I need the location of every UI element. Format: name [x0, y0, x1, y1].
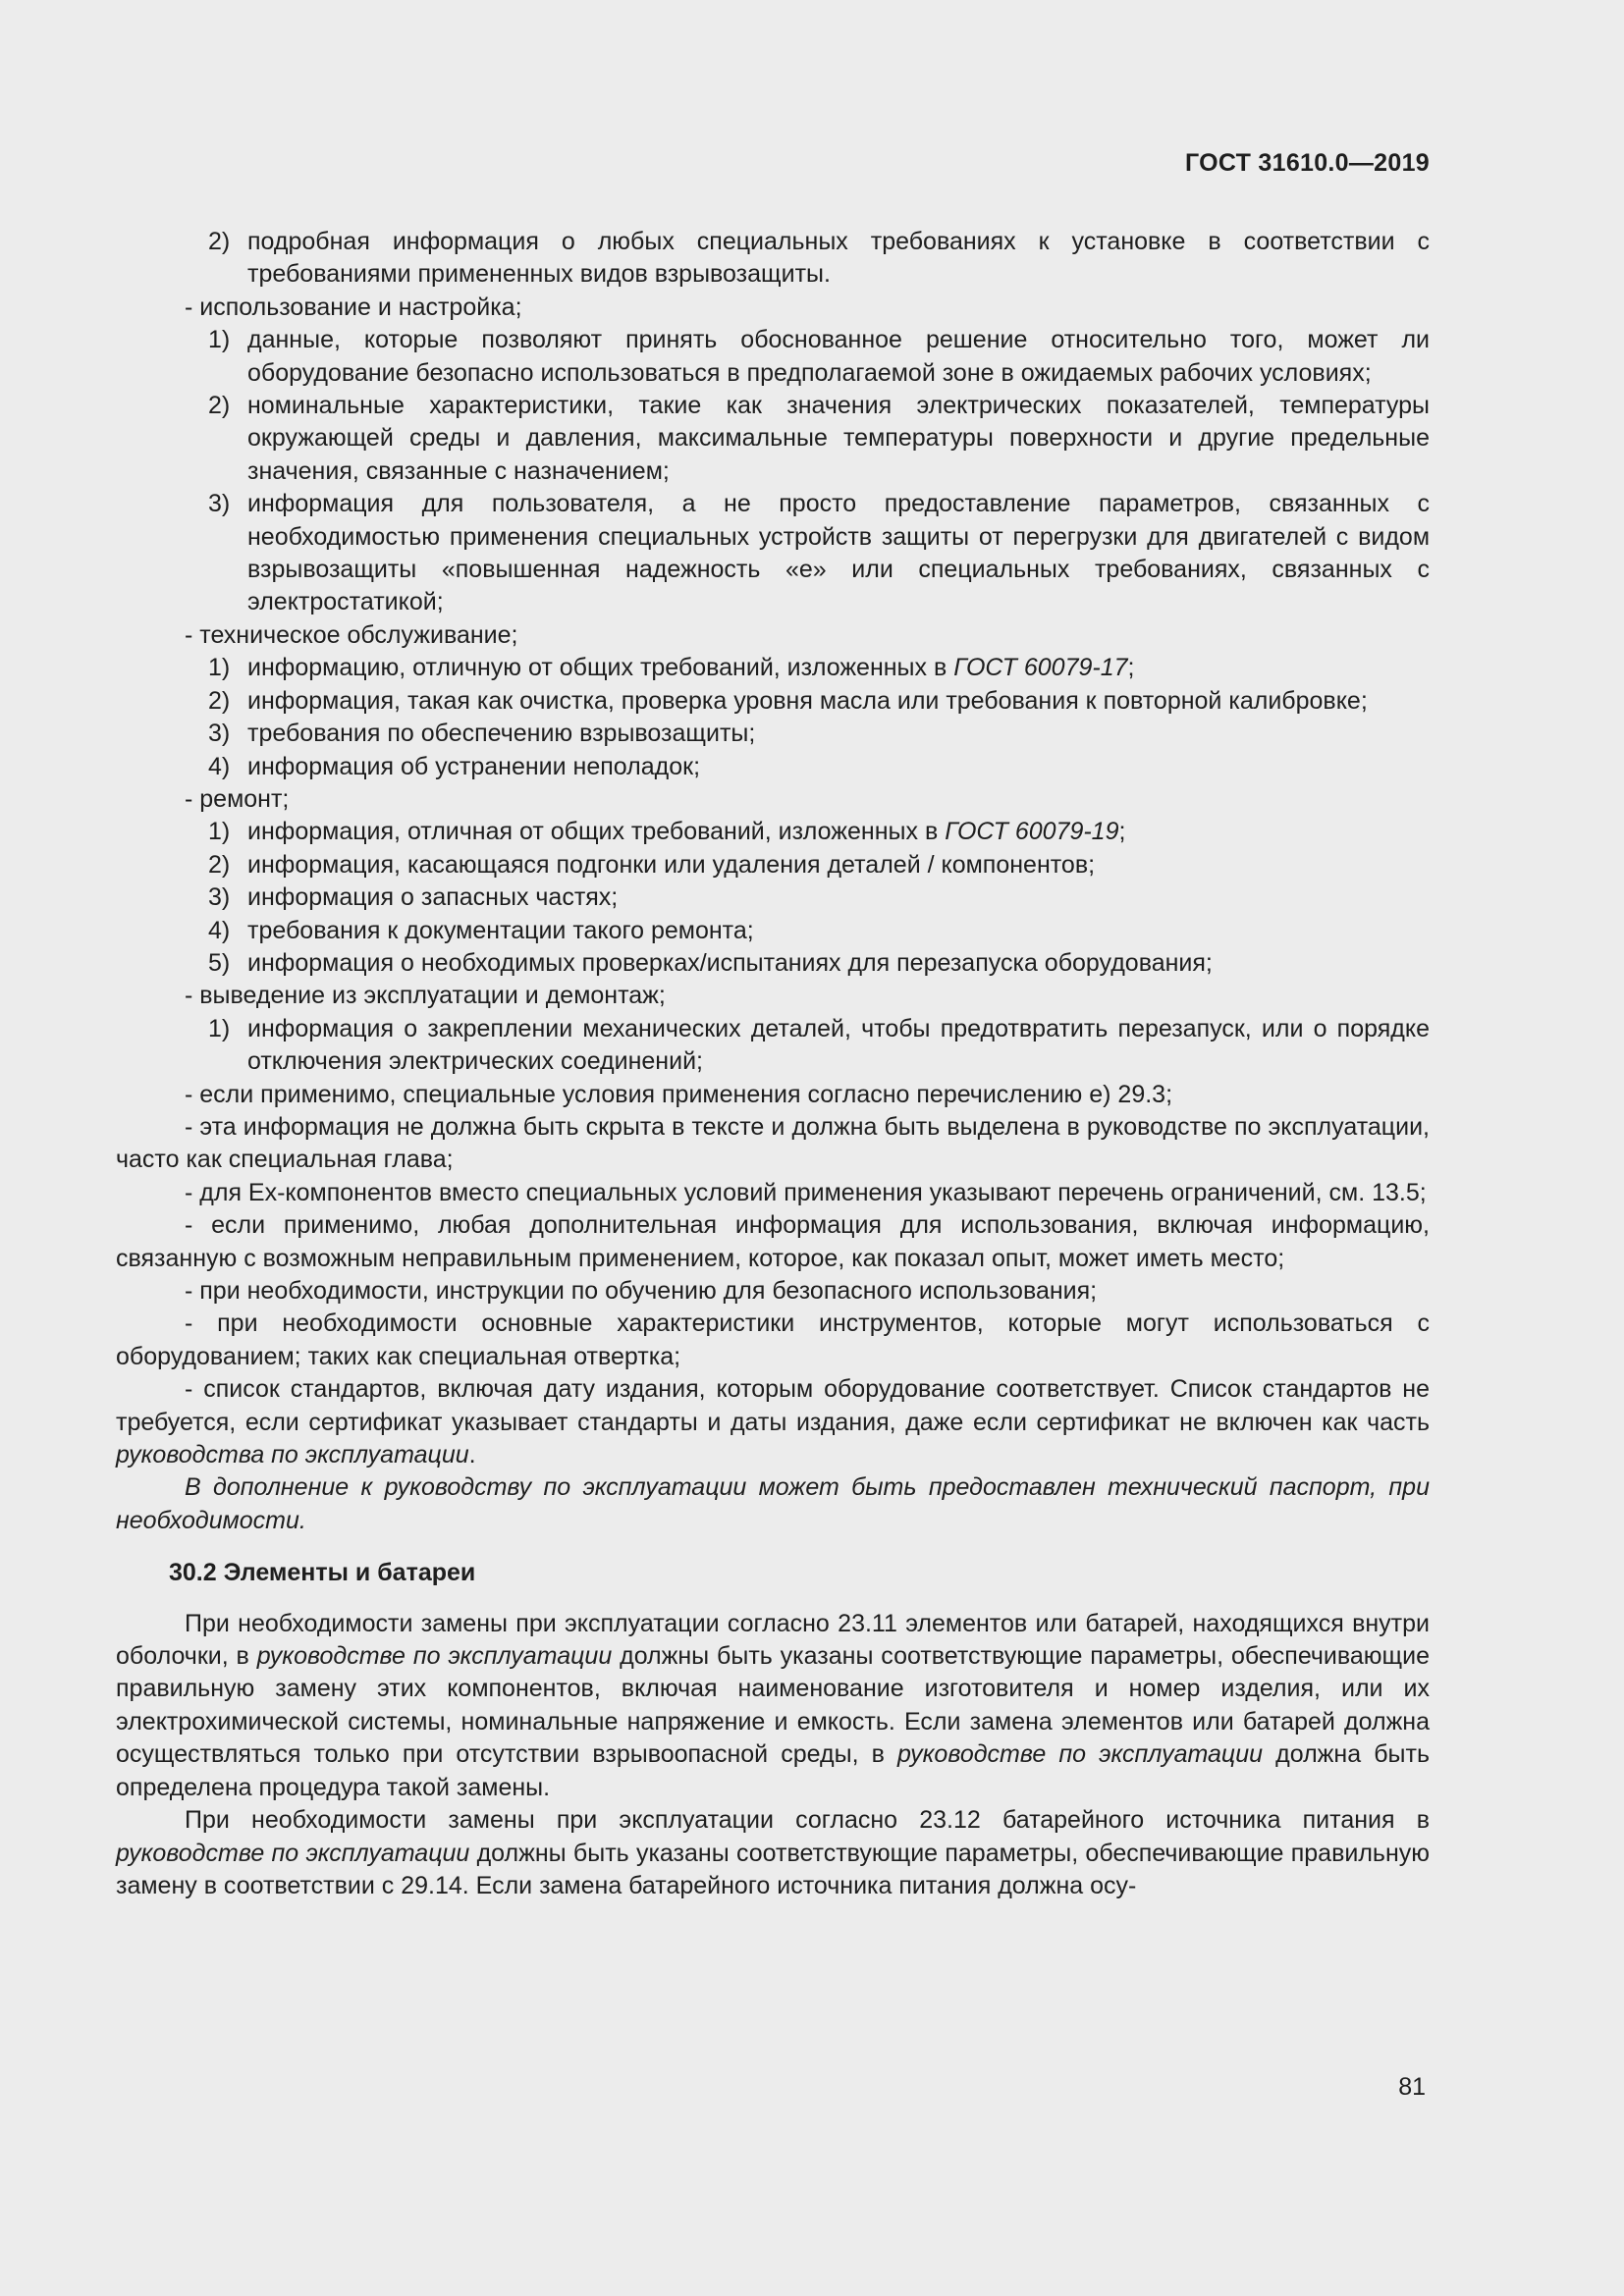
- italic-text: ГОСТ 60079-19: [945, 818, 1119, 846]
- text: информация о необходимых проверках/испытаниях для перезапуска оборудования;: [247, 948, 1213, 977]
- page-number: 81: [1398, 2073, 1426, 2101]
- numbered-item: [116, 324, 1430, 390]
- numbered-item: [116, 652, 1430, 684]
- text: - если применимо, специальные условия применения согласно перечислению е) 29.3;: [185, 1080, 1173, 1108]
- text: информацию, отличную от общих требований, изложенных в: [247, 654, 954, 682]
- italic-text: ГОСТ 60079-17: [953, 654, 1128, 682]
- numbered-item: [116, 226, 1430, 292]
- text: информация, такая как очистка, проверка уровня масла или требования к повторной калибровке;: [247, 686, 1368, 715]
- italic-text: руководства по эксплуатации: [116, 1441, 469, 1469]
- numbered-item: [116, 1013, 1430, 1079]
- text: информация об устранении неполадок;: [247, 752, 701, 780]
- item-number: 2): [208, 686, 231, 715]
- numbered-item: [116, 390, 1430, 488]
- text: - эта информация не должна быть скрыта в тексте и должна быть выделена в руководстве по эксплуатации, часто как специальная глава;: [116, 1112, 1430, 1174]
- item-number: 3): [208, 490, 231, 518]
- text: - выведение из эксплуатации и демонтаж;: [185, 982, 666, 1010]
- text: ;: [1127, 654, 1135, 682]
- list-heading: [185, 783, 1430, 816]
- paragraph: [116, 1308, 1430, 1373]
- text: 30.2 Элементы и батареи: [169, 1559, 476, 1587]
- italic-text: руководстве по эксплуатации: [116, 1839, 470, 1867]
- paragraph: [116, 1079, 1430, 1111]
- text: должны быть указаны соответствующие параметры, обеспечивающие правильную замену этих компонентов, включая наименование изготовителя и номер изделия, или их электрохимической системы, номинальные напряжение и емкость. Если замена элементов или батарей должна осуществляться только при отсутствии взрывоопасной среды, в: [116, 1642, 1430, 1769]
- text: подробная информация о любых специальных требованиях к установке в соответствии с требованиями примененных видов взрывозащиты.: [247, 228, 1430, 289]
- item-number: 2): [208, 392, 231, 420]
- text: - список стандартов, включая дату издания, которым оборудование соответствует. Список стандартов не требуется, если сертификат указывает стандарты и даты издания, даже если сертификат не включен как часть: [116, 1375, 1430, 1436]
- text: должны быть указаны соответствующие параметры, обеспечивающие правильную замену в соответствии с 29.14. Если замена батарейного источника питания должна осу-: [116, 1839, 1430, 1899]
- item-number: 1): [208, 818, 231, 846]
- text: - при необходимости основные характеристики инструментов, которые могут использоваться с оборудованием; таких как специальная отвертка;: [116, 1309, 1430, 1370]
- paragraph: [116, 1804, 1430, 1902]
- text: - если применимо, любая дополнительная информация для использования, включая информацию, связанную с возможным неправильным применением, которое, как показал опыт, может иметь место;: [116, 1211, 1430, 1272]
- item-number: 4): [208, 752, 231, 780]
- numbered-item: [116, 915, 1430, 947]
- document-header: ГОСТ 31610.0—2019: [1184, 149, 1430, 177]
- item-number: 1): [208, 654, 231, 682]
- text: При необходимости замены при эксплуатации согласно 23.11 элементов или батарей, находящихся внутри оболочки, в: [116, 1609, 1430, 1671]
- list-heading: [185, 980, 1430, 1012]
- document-body: [116, 226, 1430, 1902]
- item-number: 3): [208, 883, 231, 912]
- paragraph: [116, 1275, 1430, 1308]
- item-number: 1): [208, 326, 231, 354]
- text: информация для пользователя, а не просто предоставление параметров, связанных с необходимостью применения специальных устройств защиты от перегрузки для двигателей с видом взрывозащиты «повышенная надежность «е» или специальных требованиях, связанных с электростатикой;: [247, 490, 1430, 616]
- text: ;: [1118, 818, 1126, 846]
- item-number: 2): [208, 850, 231, 879]
- list-heading: [185, 619, 1430, 652]
- paragraph: [116, 1111, 1430, 1177]
- numbered-item: [116, 881, 1430, 914]
- numbered-item: [116, 488, 1430, 619]
- text: номинальные характеристики, такие как значения электрических показателей, температуры окружающей среды и давления, максимальные температуры поверхности и другие предельные значения, связанные с назначением;: [247, 392, 1430, 485]
- text: - при необходимости, инструкции по обучению для безопасного использования;: [185, 1277, 1098, 1305]
- paragraph: [116, 1471, 1430, 1537]
- text: информация о запасных частях;: [247, 883, 619, 912]
- numbered-item: [116, 685, 1430, 718]
- text: - использование и настройка;: [185, 293, 522, 321]
- text: .: [468, 1441, 476, 1469]
- text: - для Ex-компонентов вместо специальных условий применения указывают перечень ограничений, см. 13.5;: [185, 1178, 1427, 1206]
- text: требования по обеспечению взрывозащиты;: [247, 720, 756, 748]
- item-number: 1): [208, 1014, 231, 1042]
- numbered-item: [116, 751, 1430, 783]
- text: При необходимости замены при эксплуатации согласно 23.12 батарейного источника питания в: [185, 1806, 1430, 1835]
- paragraph: [116, 1177, 1430, 1209]
- numbered-item: [116, 718, 1430, 750]
- italic-text: руководстве по эксплуатации: [897, 1740, 1264, 1769]
- text: информация о закреплении механических деталей, чтобы предотвратить перезапуск, или о порядке отключения электрических соединений;: [247, 1014, 1430, 1076]
- numbered-item: [116, 849, 1430, 881]
- item-number: 3): [208, 720, 231, 748]
- text: - ремонт;: [185, 784, 290, 813]
- item-number: 5): [208, 948, 231, 977]
- text: информация, отличная от общих требований, изложенных в: [247, 818, 946, 846]
- item-number: 2): [208, 228, 231, 255]
- paragraph: [116, 1373, 1430, 1471]
- numbered-item: [116, 947, 1430, 980]
- text: требования к документации такого ремонта;: [247, 916, 754, 944]
- italic-text: руководстве по эксплуатации: [256, 1642, 613, 1671]
- paragraph: [116, 1608, 1430, 1804]
- text: данные, которые позволяют принять обоснованное решение относительно того, может ли оборудование безопасно использоваться в предполагаемой зоне в ожидаемых рабочих условиях;: [247, 326, 1430, 387]
- numbered-item: [116, 816, 1430, 848]
- list-heading: [185, 292, 1430, 324]
- text: информация, касающаяся подгонки или удаления деталей / компонентов;: [247, 850, 1096, 879]
- section-heading: [169, 1557, 1430, 1589]
- text: должна быть определена процедура такой замены.: [116, 1740, 1430, 1801]
- paragraph: [116, 1209, 1430, 1275]
- item-number: 4): [208, 916, 231, 944]
- italic-text: В дополнение к руководству по эксплуатации может быть предоставлен технический паспорт, при необходимости.: [116, 1473, 1430, 1534]
- text: - техническое обслуживание;: [185, 620, 518, 649]
